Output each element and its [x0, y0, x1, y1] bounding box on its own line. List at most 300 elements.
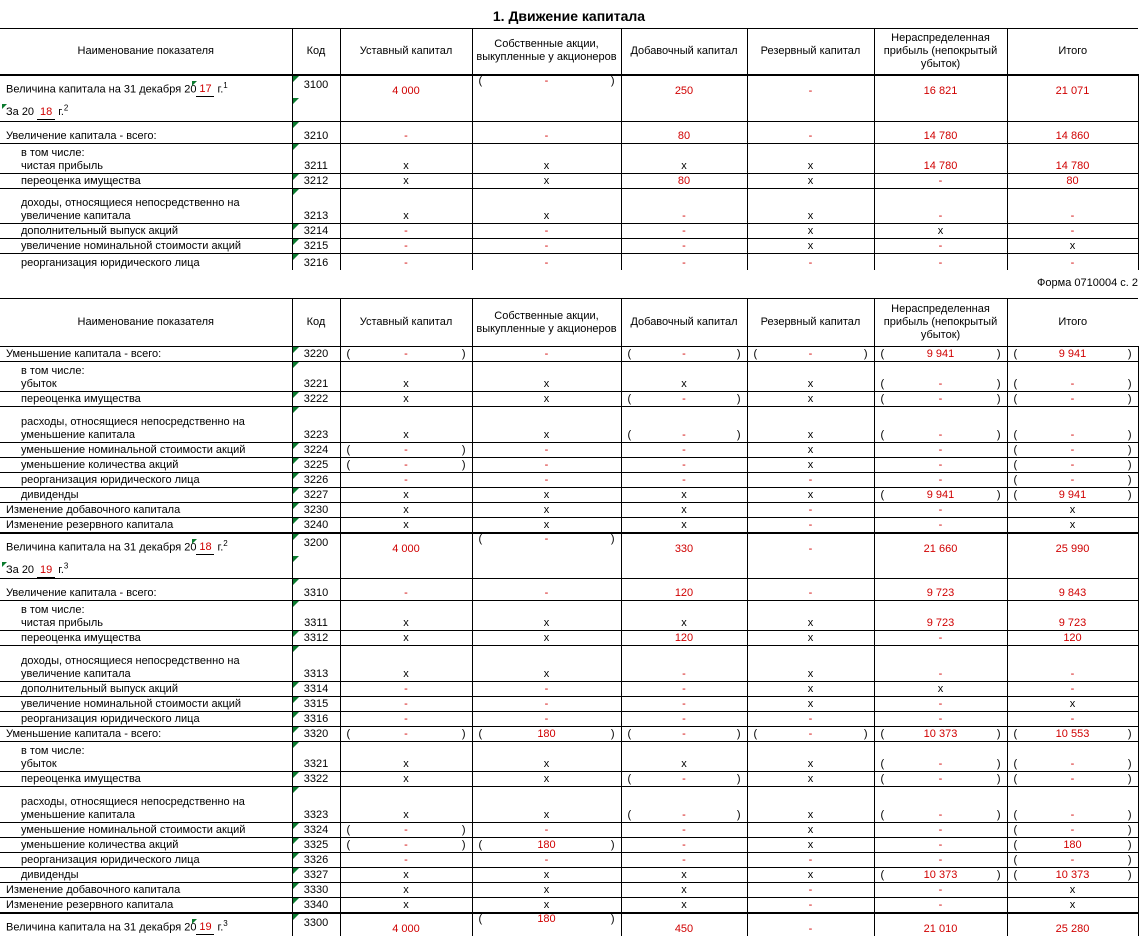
row-label: реорганизация юридического лица	[21, 474, 200, 486]
value-cell	[621, 443, 747, 458]
paren-open: (	[1013, 348, 1018, 360]
paren-wrap	[1008, 459, 1138, 472]
value-cell	[340, 98, 472, 122]
value-cell	[1007, 898, 1138, 913]
value-text: x	[681, 518, 687, 531]
cap-year: 17	[196, 83, 214, 97]
paren-wrap	[1008, 758, 1138, 771]
value-text: x	[403, 617, 409, 630]
value-text: -	[682, 728, 686, 741]
paren-close: )	[1127, 444, 1132, 456]
row-name	[0, 488, 292, 503]
table-row	[0, 898, 1138, 913]
value-cell	[874, 823, 1007, 838]
paren-wrap	[875, 758, 1007, 771]
value-cell	[621, 174, 747, 189]
paren-open: (	[346, 459, 351, 471]
value-text: -	[1070, 773, 1075, 786]
row-name	[0, 224, 292, 239]
paren-wrap	[1008, 393, 1138, 406]
value-cell	[747, 631, 874, 646]
value-text: x	[681, 758, 687, 771]
value-text: -	[1070, 378, 1075, 390]
row-code: 3220	[292, 347, 340, 362]
value-cell	[621, 407, 747, 443]
value-cell	[472, 646, 621, 682]
code-cell	[292, 98, 340, 122]
paren-open: (	[880, 429, 885, 441]
value-cell	[1007, 682, 1138, 697]
value-cell	[747, 473, 874, 488]
value-text: x	[681, 617, 687, 630]
value-text: -	[1070, 444, 1075, 456]
row-name	[0, 122, 292, 144]
value-cell	[340, 174, 472, 189]
row-code: 3314	[292, 682, 340, 697]
value-text: -	[1070, 824, 1075, 837]
value-cell	[1007, 883, 1138, 898]
paren-wrap	[875, 348, 1007, 361]
header-itogo: Итого	[1007, 299, 1138, 347]
table-row	[0, 712, 1138, 727]
value-text: 330	[674, 542, 694, 555]
paren-wrap	[1008, 429, 1138, 442]
value-text: x	[543, 175, 550, 187]
paren-open: (	[1013, 728, 1018, 741]
row-code: 3212	[292, 174, 340, 189]
row-code: 3312	[292, 631, 340, 646]
value-cell	[340, 144, 472, 174]
row-name	[0, 868, 292, 883]
value-text: 250	[674, 84, 694, 97]
paren-close: )	[461, 728, 466, 741]
paren-open: (	[1013, 474, 1018, 486]
value-text: x	[403, 668, 409, 681]
paren-open: (	[880, 728, 885, 741]
value-text: -	[808, 922, 813, 935]
value-text: 14 780	[1055, 160, 1090, 172]
value-cell	[1007, 144, 1138, 174]
paren-open: (	[478, 74, 483, 87]
table-row	[0, 488, 1138, 503]
value-cell	[340, 122, 472, 144]
value-text: x	[681, 489, 687, 501]
value-text: -	[1070, 210, 1075, 222]
value-text: -	[544, 713, 549, 726]
value-cell	[747, 392, 874, 407]
value-cell	[874, 898, 1007, 913]
value-text: -	[404, 348, 408, 360]
row-name	[0, 712, 292, 727]
value-text: -	[938, 809, 943, 822]
capital-table-2	[0, 298, 1139, 936]
row-label: Уменьшение капитала - всего:	[6, 348, 162, 360]
value-cell	[874, 473, 1007, 488]
value-cell	[1007, 488, 1138, 503]
value-cell	[621, 646, 747, 682]
value-text: -	[1070, 429, 1075, 441]
row-name	[0, 174, 292, 189]
row-name	[0, 189, 292, 224]
row-label: Изменение добавочного капитала	[6, 884, 181, 897]
value-cell	[1007, 556, 1138, 579]
paren-open: (	[627, 429, 632, 441]
value-cell	[621, 533, 747, 556]
value-cell	[1007, 98, 1138, 122]
row-code: 3322	[292, 772, 340, 787]
value-cell	[472, 473, 621, 488]
value-cell	[747, 407, 874, 443]
value-cell	[1007, 601, 1138, 631]
value-cell	[621, 868, 747, 883]
value-text: x	[403, 773, 409, 786]
value-text: 180	[537, 839, 556, 852]
value-text: -	[682, 444, 686, 456]
value-cell	[621, 254, 747, 270]
paren-close: )	[996, 348, 1001, 360]
paren-wrap	[875, 429, 1007, 442]
value-text: x	[543, 429, 550, 441]
value-cell	[874, 883, 1007, 898]
value-text: -	[808, 130, 813, 142]
value-cell	[621, 473, 747, 488]
row-label: Увеличение капитала - всего:	[6, 130, 157, 142]
value-cell	[1007, 631, 1138, 646]
header-ustavny: Уставный капитал	[340, 29, 472, 75]
value-cell	[1007, 787, 1138, 823]
value-cell	[340, 407, 472, 443]
value-text: x	[543, 884, 550, 897]
value-text: x	[807, 869, 814, 882]
value-text: -	[808, 348, 813, 360]
value-text: -	[938, 474, 943, 486]
row-name	[0, 838, 292, 853]
row-prefix: доходы, относящиеся непосредственно на	[21, 655, 240, 668]
paren-open: (	[880, 348, 885, 360]
value-text: x	[807, 617, 814, 630]
value-cell	[340, 727, 472, 742]
paren-close: )	[996, 809, 1001, 822]
value-text: x	[543, 489, 550, 501]
paren-close: )	[1127, 489, 1132, 501]
row-label: реорганизация юридического лица	[21, 854, 200, 867]
value-cell	[621, 631, 747, 646]
value-cell	[874, 742, 1007, 772]
row-name	[0, 646, 292, 682]
row-label: увеличение капитала	[21, 210, 131, 222]
paren-close: )	[996, 728, 1001, 741]
paren-open: (	[1013, 758, 1018, 771]
value-text: -	[682, 839, 686, 852]
value-text: x	[403, 429, 409, 441]
value-cell	[472, 407, 621, 443]
paren-close: )	[461, 348, 466, 360]
value-cell	[472, 772, 621, 787]
value-text: -	[544, 74, 549, 87]
value-text: 80	[1066, 175, 1079, 187]
table-row	[0, 913, 1138, 936]
value-cell	[472, 488, 621, 503]
paren-close: )	[996, 869, 1001, 882]
paren-wrap	[875, 489, 1007, 502]
value-text: -	[682, 393, 686, 405]
paren-close: )	[996, 393, 1001, 405]
value-text: -	[1070, 459, 1075, 471]
value-text: -	[404, 587, 408, 600]
row-prefix: в том числе:	[21, 745, 85, 758]
value-text: x	[1069, 884, 1076, 897]
table-row	[0, 787, 1138, 823]
row-label: переоценка имущества	[21, 175, 141, 187]
value-cell	[621, 682, 747, 697]
value-text: x	[543, 378, 550, 390]
value-cell	[874, 174, 1007, 189]
paren-close: )	[1127, 459, 1132, 471]
value-text: -	[404, 854, 408, 867]
row-prefix: в том числе:	[21, 365, 85, 377]
value-text: x	[807, 698, 814, 711]
value-cell	[874, 347, 1007, 362]
header-neraspr: Нераспределенная прибыль (непокрытый убыток)	[874, 299, 1007, 347]
table-row	[0, 407, 1138, 443]
row-prefix: расходы, относящиеся непосредственно на	[21, 796, 245, 809]
row-name	[0, 503, 292, 518]
value-cell	[340, 443, 472, 458]
row-prefix: расходы, относящиеся непосредственно на	[21, 416, 245, 428]
value-text: 10 373	[923, 728, 958, 741]
value-cell	[747, 579, 874, 601]
value-text: x	[403, 809, 409, 822]
row-code: 3320	[292, 727, 340, 742]
code-cell	[292, 556, 340, 579]
value-text: -	[404, 225, 408, 237]
paren-wrap	[622, 429, 747, 442]
paren-open: (	[1013, 489, 1018, 501]
value-text: -	[1070, 474, 1075, 486]
value-text: -	[1070, 713, 1075, 726]
cap-prefix: Величина капитала на 31 декабря 20	[6, 921, 197, 934]
value-text: 9 723	[926, 587, 955, 600]
header-name: Наименование показателя	[77, 44, 214, 57]
value-text: x	[543, 869, 550, 882]
row-code: 3324	[292, 823, 340, 838]
value-cell	[340, 823, 472, 838]
table-row	[0, 646, 1138, 682]
value-cell	[621, 98, 747, 122]
period-prefix: За 20	[6, 564, 35, 577]
table-row	[0, 473, 1138, 488]
value-text: -	[938, 898, 943, 911]
header-sobstv: Собственные акции, выкупленные у акционеров	[472, 29, 621, 75]
value-cell	[1007, 443, 1138, 458]
value-text: 14 780	[923, 130, 958, 142]
value-text: -	[938, 459, 943, 471]
value-text: 14 780	[923, 160, 958, 172]
value-text: 9 723	[926, 617, 955, 630]
value-text: x	[807, 210, 814, 222]
paren-open: (	[880, 773, 885, 786]
paren-open: (	[1013, 839, 1018, 852]
table-row	[0, 122, 1138, 144]
period-row	[0, 556, 1138, 579]
value-text: x	[403, 489, 409, 501]
value-cell	[340, 347, 472, 362]
cap-year: 18	[196, 541, 214, 555]
value-cell	[874, 407, 1007, 443]
row-name	[0, 458, 292, 473]
period-text	[6, 561, 69, 577]
value-text: x	[681, 504, 687, 516]
cap-suffix: г.	[217, 541, 224, 554]
value-cell	[621, 727, 747, 742]
paren-close: )	[996, 429, 1001, 441]
value-text: -	[808, 504, 813, 516]
value-text: 9 941	[926, 348, 955, 360]
value-cell	[472, 392, 621, 407]
value-cell	[747, 362, 874, 392]
row-code: 3230	[292, 503, 340, 518]
value-cell	[874, 503, 1007, 518]
value-text: -	[544, 130, 549, 142]
value-text: -	[808, 884, 813, 897]
value-cell	[621, 392, 747, 407]
value-text: -	[404, 698, 408, 711]
value-cell	[340, 556, 472, 579]
value-cell	[747, 682, 874, 697]
value-text: -	[404, 444, 408, 456]
table-row	[0, 503, 1138, 518]
row-code: 3224	[292, 443, 340, 458]
value-cell	[1007, 772, 1138, 787]
value-cell	[472, 239, 621, 254]
value-cell	[747, 883, 874, 898]
value-text: x	[807, 393, 814, 405]
row-name	[0, 518, 292, 533]
paren-wrap	[473, 75, 621, 88]
paren-open: (	[880, 378, 885, 390]
paren-close: )	[1127, 348, 1132, 360]
value-cell	[340, 742, 472, 772]
paren-wrap	[875, 773, 1007, 786]
value-cell	[747, 727, 874, 742]
value-text: -	[544, 256, 549, 269]
row-name	[0, 772, 292, 787]
value-cell	[340, 898, 472, 913]
table-header-row	[0, 29, 1138, 75]
row-code: 3210	[292, 122, 340, 144]
value-cell	[472, 898, 621, 913]
value-cell	[621, 712, 747, 727]
value-cell	[340, 646, 472, 682]
row-code: 3300	[292, 913, 340, 936]
row-code: 3200	[292, 533, 340, 556]
row-label: переоценка имущества	[21, 773, 141, 786]
value-cell	[340, 787, 472, 823]
paren-close: )	[1127, 429, 1132, 441]
value-text: -	[544, 824, 549, 837]
value-text: -	[938, 854, 943, 867]
value-cell	[340, 458, 472, 473]
value-text: -	[404, 839, 408, 852]
paren-wrap	[1008, 854, 1138, 867]
value-cell	[621, 601, 747, 631]
value-text: x	[1069, 504, 1076, 516]
header-code: Код	[292, 299, 340, 347]
paren-wrap	[748, 348, 874, 361]
value-text: -	[404, 459, 408, 471]
row-code: 3316	[292, 712, 340, 727]
value-text: -	[544, 474, 549, 486]
value-cell	[621, 75, 747, 98]
footnote: 3	[223, 918, 228, 928]
paren-wrap	[1008, 728, 1138, 741]
value-text: -	[808, 713, 813, 726]
paren-close: )	[461, 824, 466, 837]
value-text: -	[682, 854, 686, 867]
table-row	[0, 727, 1138, 742]
paren-close: )	[996, 378, 1001, 390]
row-code: 3216	[292, 254, 340, 270]
value-text: 450	[674, 922, 694, 935]
value-text: -	[544, 444, 549, 456]
table-header-row	[0, 299, 1138, 347]
value-cell	[1007, 174, 1138, 189]
value-cell	[472, 787, 621, 823]
value-text: x	[1069, 898, 1076, 911]
value-text: x	[807, 489, 814, 501]
row-label: Изменение резервного капитала	[6, 898, 174, 911]
value-cell	[621, 239, 747, 254]
row-name	[0, 362, 292, 392]
header-name: Наименование показателя	[77, 316, 214, 328]
value-text: x	[403, 869, 409, 882]
row-label: Увеличение капитала - всего:	[6, 587, 157, 600]
value-text: x	[403, 175, 409, 187]
value-cell	[621, 458, 747, 473]
value-cell	[340, 189, 472, 224]
value-text: x	[403, 160, 409, 172]
row-label: Уменьшение капитала - всего:	[6, 728, 162, 741]
value-cell	[747, 772, 874, 787]
value-text: x	[403, 504, 409, 516]
value-cell	[472, 823, 621, 838]
value-text: 9 941	[1058, 348, 1087, 360]
value-text: x	[403, 898, 409, 911]
value-text: -	[404, 256, 408, 269]
value-cell	[472, 838, 621, 853]
value-text: x	[807, 444, 814, 456]
value-cell	[1007, 503, 1138, 518]
paren-open: (	[346, 348, 351, 360]
value-cell	[747, 189, 874, 224]
paren-close: )	[610, 839, 615, 852]
row-label: Изменение добавочного капитала	[6, 504, 181, 516]
value-text: -	[938, 240, 943, 252]
value-text: x	[543, 160, 550, 172]
value-cell	[1007, 473, 1138, 488]
value-text: x	[681, 160, 687, 172]
value-cell	[747, 174, 874, 189]
value-cell	[1007, 458, 1138, 473]
value-text: -	[682, 474, 686, 486]
row-label: дивиденды	[21, 869, 79, 882]
paren-open: (	[1013, 773, 1018, 786]
value-cell	[1007, 823, 1138, 838]
row-label: дивиденды	[21, 489, 79, 501]
paren-close: )	[736, 728, 741, 741]
row-code: 3323	[292, 787, 340, 823]
paren-close: )	[1127, 378, 1132, 390]
